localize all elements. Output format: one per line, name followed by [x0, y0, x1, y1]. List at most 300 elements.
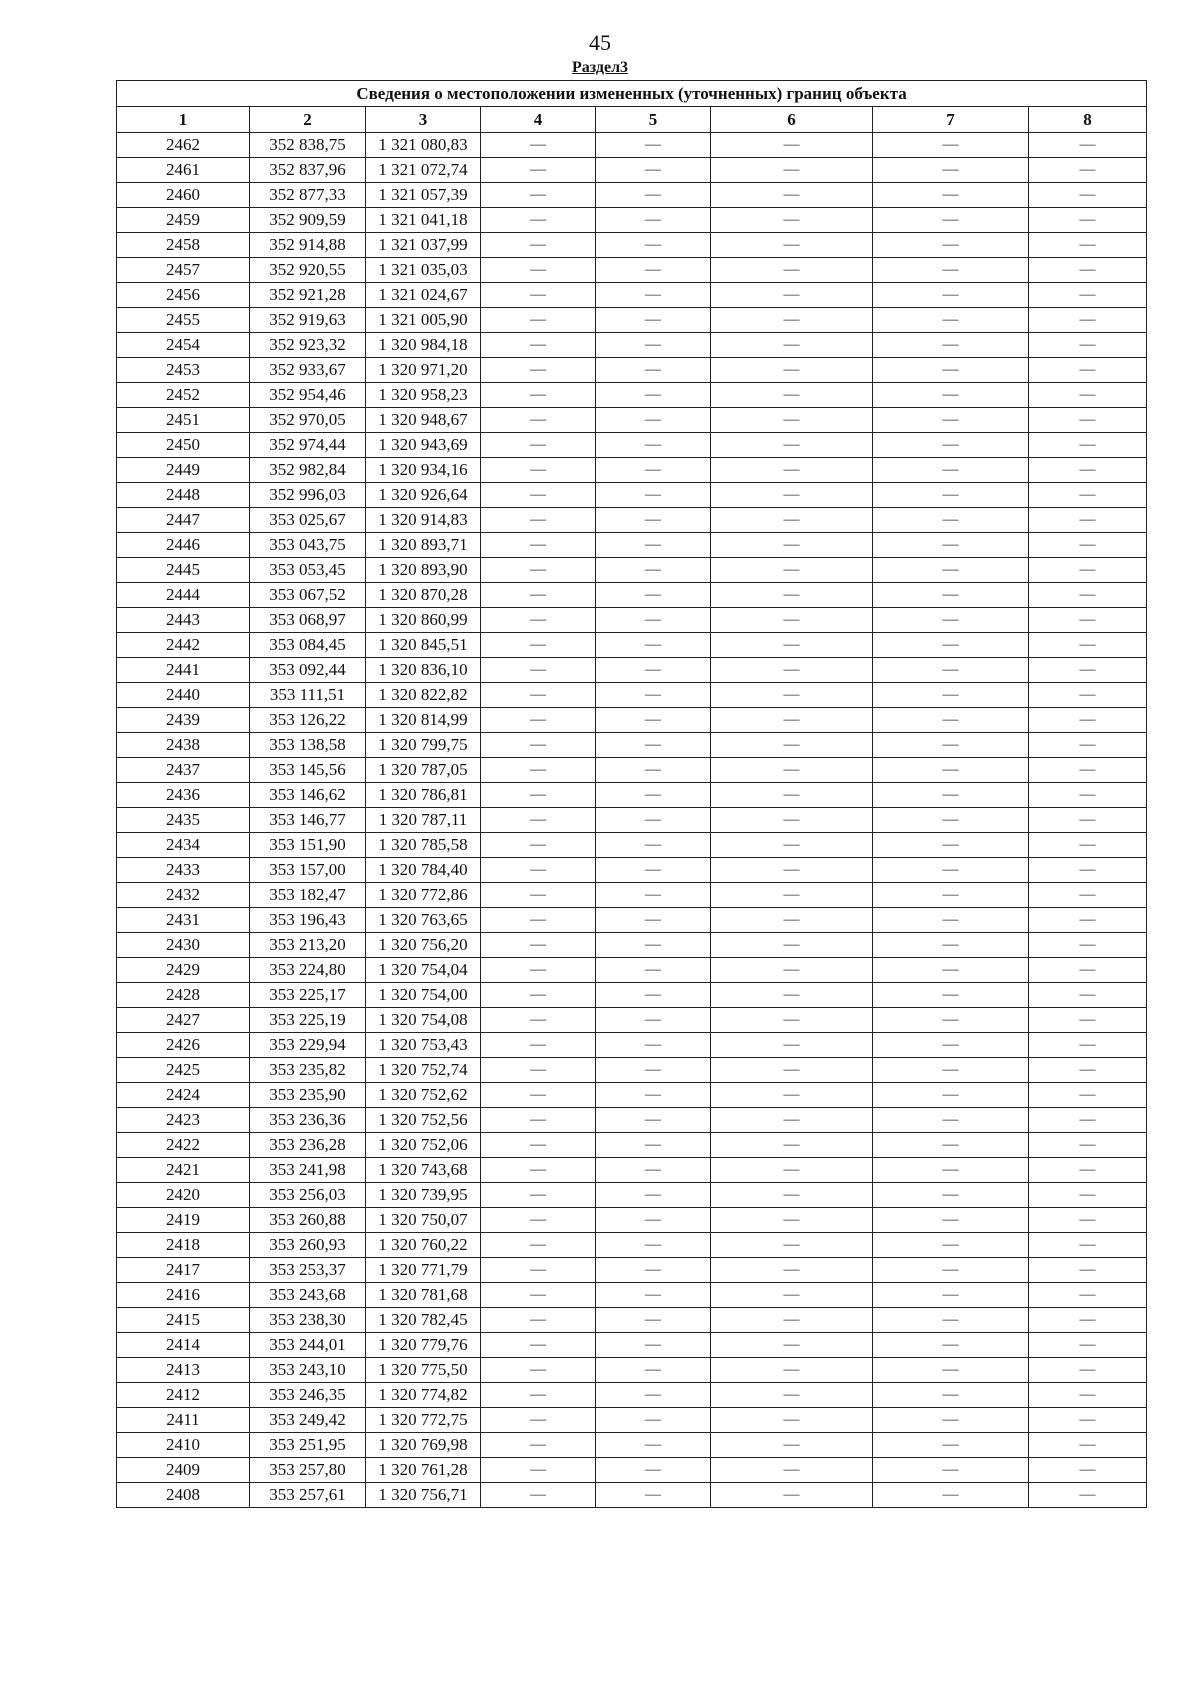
column-5-cell: — [596, 133, 711, 158]
y-coordinate-cell: 1 320 754,00 [366, 983, 481, 1008]
table-row [117, 1308, 1147, 1333]
column-7-cell: — [873, 208, 1029, 233]
column-7-cell: — [873, 608, 1029, 633]
column-8-cell: — [1029, 933, 1147, 958]
table-row [117, 1033, 1147, 1058]
column-7-cell: — [873, 1233, 1029, 1258]
point-number-cell: 2438 [117, 733, 250, 758]
point-number-cell: 2462 [117, 133, 250, 158]
column-5-cell: — [596, 633, 711, 658]
x-coordinate-cell: 353 084,45 [250, 633, 366, 658]
column-6-cell: — [711, 883, 873, 908]
column-8-cell: — [1029, 1458, 1147, 1483]
y-coordinate-cell: 1 321 072,74 [366, 158, 481, 183]
column-6-cell: — [711, 258, 873, 283]
column-header: 6 [711, 107, 873, 133]
column-6-cell: — [711, 783, 873, 808]
column-6-cell: — [711, 533, 873, 558]
table-row [117, 883, 1147, 908]
x-coordinate-cell: 352 970,05 [250, 408, 366, 433]
column-6-cell: — [711, 1083, 873, 1108]
column-6-cell: — [711, 1458, 873, 1483]
column-4-cell: — [481, 1033, 596, 1058]
column-5-cell: — [596, 1133, 711, 1158]
column-4-cell: — [481, 1308, 596, 1333]
column-4-cell: — [481, 1208, 596, 1233]
column-4-cell: — [481, 833, 596, 858]
column-6-cell: — [711, 1408, 873, 1433]
column-8-cell: — [1029, 383, 1147, 408]
column-7-cell: — [873, 1108, 1029, 1133]
column-5-cell: — [596, 758, 711, 783]
column-8-cell: — [1029, 1483, 1147, 1508]
x-coordinate-cell: 352 974,44 [250, 433, 366, 458]
point-number-cell: 2451 [117, 408, 250, 433]
column-5-cell: — [596, 883, 711, 908]
x-coordinate-cell: 353 243,68 [250, 1283, 366, 1308]
column-8-cell: — [1029, 208, 1147, 233]
column-5-cell: — [596, 208, 711, 233]
column-4-cell: — [481, 533, 596, 558]
column-8-cell: — [1029, 1333, 1147, 1358]
column-header: 1 [117, 107, 250, 133]
column-6-cell: — [711, 508, 873, 533]
column-5-cell: — [596, 533, 711, 558]
x-coordinate-cell: 352 838,75 [250, 133, 366, 158]
x-coordinate-cell: 352 877,33 [250, 183, 366, 208]
column-7-cell: — [873, 983, 1029, 1008]
table-row [117, 758, 1147, 783]
column-5-cell: — [596, 508, 711, 533]
y-coordinate-cell: 1 320 914,83 [366, 508, 481, 533]
point-number-cell: 2415 [117, 1308, 250, 1333]
column-5-cell: — [596, 1308, 711, 1333]
table-row [117, 1383, 1147, 1408]
column-7-cell: — [873, 708, 1029, 733]
point-number-cell: 2409 [117, 1458, 250, 1483]
column-6-cell: — [711, 358, 873, 383]
point-number-cell: 2419 [117, 1208, 250, 1233]
column-8-cell: — [1029, 983, 1147, 1008]
table-row [117, 1408, 1147, 1433]
column-8-cell: — [1029, 658, 1147, 683]
column-header: 4 [481, 107, 596, 133]
column-6-cell: — [711, 383, 873, 408]
column-5-cell: — [596, 1433, 711, 1458]
column-8-cell: — [1029, 1108, 1147, 1133]
column-6-cell: — [711, 1308, 873, 1333]
x-coordinate-cell: 353 249,42 [250, 1408, 366, 1433]
point-number-cell: 2457 [117, 258, 250, 283]
column-6-cell: — [711, 583, 873, 608]
point-number-cell: 2423 [117, 1108, 250, 1133]
table-row [117, 333, 1147, 358]
column-7-cell: — [873, 458, 1029, 483]
column-7-cell: — [873, 1383, 1029, 1408]
column-7-cell: — [873, 158, 1029, 183]
y-coordinate-cell: 1 320 814,99 [366, 708, 481, 733]
table-row [117, 1133, 1147, 1158]
column-4-cell: — [481, 283, 596, 308]
column-6-cell: — [711, 158, 873, 183]
column-5-cell: — [596, 233, 711, 258]
column-6-cell: — [711, 1058, 873, 1083]
column-header: 2 [250, 107, 366, 133]
column-7-cell: — [873, 508, 1029, 533]
y-coordinate-cell: 1 320 760,22 [366, 1233, 481, 1258]
column-5-cell: — [596, 483, 711, 508]
column-5-cell: — [596, 358, 711, 383]
y-coordinate-cell: 1 320 943,69 [366, 433, 481, 458]
column-5-cell: — [596, 958, 711, 983]
column-7-cell: — [873, 1308, 1029, 1333]
column-8-cell: — [1029, 558, 1147, 583]
y-coordinate-cell: 1 321 057,39 [366, 183, 481, 208]
column-8-cell: — [1029, 833, 1147, 858]
column-8-cell: — [1029, 1308, 1147, 1333]
column-8-cell: — [1029, 733, 1147, 758]
point-number-cell: 2437 [117, 758, 250, 783]
column-6-cell: — [711, 483, 873, 508]
x-coordinate-cell: 353 260,93 [250, 1233, 366, 1258]
column-5-cell: — [596, 1158, 711, 1183]
y-coordinate-cell: 1 320 769,98 [366, 1433, 481, 1458]
x-coordinate-cell: 353 236,36 [250, 1108, 366, 1133]
table-row [117, 1483, 1147, 1508]
point-number-cell: 2450 [117, 433, 250, 458]
point-number-cell: 2440 [117, 683, 250, 708]
table-row [117, 958, 1147, 983]
point-number-cell: 2427 [117, 1008, 250, 1033]
x-coordinate-cell: 353 225,19 [250, 1008, 366, 1033]
x-coordinate-cell: 353 257,80 [250, 1458, 366, 1483]
x-coordinate-cell: 353 235,82 [250, 1058, 366, 1083]
column-6-cell: — [711, 608, 873, 633]
x-coordinate-cell: 352 996,03 [250, 483, 366, 508]
column-6-cell: — [711, 183, 873, 208]
table-row [117, 1283, 1147, 1308]
point-number-cell: 2443 [117, 608, 250, 633]
column-5-cell: — [596, 1108, 711, 1133]
column-7-cell: — [873, 1408, 1029, 1433]
table-row [117, 558, 1147, 583]
column-6-cell: — [711, 308, 873, 333]
table-row [117, 583, 1147, 608]
point-number-cell: 2408 [117, 1483, 250, 1508]
column-4-cell: — [481, 358, 596, 383]
column-5-cell: — [596, 158, 711, 183]
column-6-cell: — [711, 983, 873, 1008]
y-coordinate-cell: 1 320 752,74 [366, 1058, 481, 1083]
y-coordinate-cell: 1 320 785,58 [366, 833, 481, 858]
column-8-cell: — [1029, 458, 1147, 483]
x-coordinate-cell: 353 244,01 [250, 1333, 366, 1358]
x-coordinate-cell: 353 126,22 [250, 708, 366, 733]
table-row [117, 208, 1147, 233]
table-row [117, 783, 1147, 808]
x-coordinate-cell: 352 982,84 [250, 458, 366, 483]
column-6-cell: — [711, 1008, 873, 1033]
x-coordinate-cell: 353 238,30 [250, 1308, 366, 1333]
table-caption-row [117, 81, 1147, 107]
y-coordinate-cell: 1 320 750,07 [366, 1208, 481, 1233]
column-6-cell: — [711, 708, 873, 733]
x-coordinate-cell: 353 138,58 [250, 733, 366, 758]
table-row [117, 233, 1147, 258]
table-row [117, 658, 1147, 683]
point-number-cell: 2425 [117, 1058, 250, 1083]
point-number-cell: 2418 [117, 1233, 250, 1258]
column-4-cell: — [481, 1158, 596, 1183]
column-4-cell: — [481, 1383, 596, 1408]
column-7-cell: — [873, 358, 1029, 383]
table-row [117, 183, 1147, 208]
column-7-cell: — [873, 283, 1029, 308]
column-6-cell: — [711, 733, 873, 758]
x-coordinate-cell: 353 236,28 [250, 1133, 366, 1158]
column-6-cell: — [711, 208, 873, 233]
y-coordinate-cell: 1 320 752,62 [366, 1083, 481, 1108]
table-row [117, 133, 1147, 158]
column-header: 5 [596, 107, 711, 133]
y-coordinate-cell: 1 320 752,56 [366, 1108, 481, 1133]
y-coordinate-cell: 1 320 948,67 [366, 408, 481, 433]
y-coordinate-cell: 1 320 893,90 [366, 558, 481, 583]
column-8-cell: — [1029, 908, 1147, 933]
column-6-cell: — [711, 283, 873, 308]
x-coordinate-cell: 353 225,17 [250, 983, 366, 1008]
y-coordinate-cell: 1 320 786,81 [366, 783, 481, 808]
column-4-cell: — [481, 883, 596, 908]
column-8-cell: — [1029, 808, 1147, 833]
column-6-cell: — [711, 433, 873, 458]
point-number-cell: 2435 [117, 808, 250, 833]
column-7-cell: — [873, 258, 1029, 283]
column-8-cell: — [1029, 183, 1147, 208]
column-8-cell: — [1029, 408, 1147, 433]
table-row [117, 983, 1147, 1008]
y-coordinate-cell: 1 321 035,03 [366, 258, 481, 283]
column-7-cell: — [873, 1458, 1029, 1483]
column-8-cell: — [1029, 1033, 1147, 1058]
column-5-cell: — [596, 433, 711, 458]
column-8-cell: — [1029, 233, 1147, 258]
x-coordinate-cell: 352 920,55 [250, 258, 366, 283]
point-number-cell: 2433 [117, 858, 250, 883]
column-8-cell: — [1029, 133, 1147, 158]
column-header: 7 [873, 107, 1029, 133]
x-coordinate-cell: 353 241,98 [250, 1158, 366, 1183]
column-8-cell: — [1029, 483, 1147, 508]
column-4-cell: — [481, 1283, 596, 1308]
point-number-cell: 2431 [117, 908, 250, 933]
column-4-cell: — [481, 1183, 596, 1208]
column-6-cell: — [711, 458, 873, 483]
point-number-cell: 2417 [117, 1258, 250, 1283]
column-8-cell: — [1029, 1233, 1147, 1258]
table-row [117, 633, 1147, 658]
column-8-cell: — [1029, 883, 1147, 908]
point-number-cell: 2442 [117, 633, 250, 658]
point-number-cell: 2449 [117, 458, 250, 483]
column-8-cell: — [1029, 858, 1147, 883]
column-4-cell: — [481, 1433, 596, 1458]
column-4-cell: — [481, 433, 596, 458]
point-number-cell: 2430 [117, 933, 250, 958]
x-coordinate-cell: 352 921,28 [250, 283, 366, 308]
column-8-cell: — [1029, 283, 1147, 308]
column-4-cell: — [481, 308, 596, 333]
column-6-cell: — [711, 1383, 873, 1408]
column-4-cell: — [481, 183, 596, 208]
column-8-cell: — [1029, 158, 1147, 183]
point-number-cell: 2428 [117, 983, 250, 1008]
table-row [117, 1458, 1147, 1483]
column-7-cell: — [873, 408, 1029, 433]
column-5-cell: — [596, 183, 711, 208]
column-7-cell: — [873, 758, 1029, 783]
x-coordinate-cell: 352 923,32 [250, 333, 366, 358]
column-8-cell: — [1029, 683, 1147, 708]
column-4-cell: — [481, 1233, 596, 1258]
y-coordinate-cell: 1 320 754,04 [366, 958, 481, 983]
point-number-cell: 2444 [117, 583, 250, 608]
table-row [117, 408, 1147, 433]
point-number-cell: 2460 [117, 183, 250, 208]
column-6-cell: — [711, 658, 873, 683]
column-8-cell: — [1029, 1358, 1147, 1383]
column-8-cell: — [1029, 758, 1147, 783]
column-5-cell: — [596, 683, 711, 708]
table-row [117, 258, 1147, 283]
page-number: 45 [589, 30, 611, 55]
column-7-cell: — [873, 908, 1029, 933]
column-4-cell: — [481, 133, 596, 158]
point-number-cell: 2422 [117, 1133, 250, 1158]
y-coordinate-cell: 1 321 024,67 [366, 283, 481, 308]
x-coordinate-cell: 352 954,46 [250, 383, 366, 408]
column-7-cell: — [873, 1133, 1029, 1158]
y-coordinate-cell: 1 320 787,05 [366, 758, 481, 783]
y-coordinate-cell: 1 320 756,71 [366, 1483, 481, 1508]
y-coordinate-cell: 1 320 772,86 [366, 883, 481, 908]
y-coordinate-cell: 1 320 763,65 [366, 908, 481, 933]
column-5-cell: — [596, 1333, 711, 1358]
column-5-cell: — [596, 333, 711, 358]
column-6-cell: — [711, 833, 873, 858]
y-coordinate-cell: 1 320 774,82 [366, 1383, 481, 1408]
x-coordinate-cell: 353 246,35 [250, 1383, 366, 1408]
column-7-cell: — [873, 1008, 1029, 1033]
column-5-cell: — [596, 1258, 711, 1283]
column-5-cell: — [596, 408, 711, 433]
column-7-cell: — [873, 1433, 1029, 1458]
column-8-cell: — [1029, 1383, 1147, 1408]
column-7-cell: — [873, 683, 1029, 708]
table-row [117, 1008, 1147, 1033]
column-8-cell: — [1029, 1058, 1147, 1083]
table-row [117, 933, 1147, 958]
column-4-cell: — [481, 1008, 596, 1033]
table-row [117, 1333, 1147, 1358]
column-4-cell: — [481, 608, 596, 633]
x-coordinate-cell: 353 253,37 [250, 1258, 366, 1283]
column-4-cell: — [481, 1333, 596, 1358]
column-7-cell: — [873, 733, 1029, 758]
column-7-cell: — [873, 1158, 1029, 1183]
column-7-cell: — [873, 633, 1029, 658]
column-6-cell: — [711, 558, 873, 583]
column-7-cell: — [873, 1258, 1029, 1283]
x-coordinate-cell: 353 157,00 [250, 858, 366, 883]
column-5-cell: — [596, 1183, 711, 1208]
table-row [117, 733, 1147, 758]
column-6-cell: — [711, 808, 873, 833]
table-row [117, 1433, 1147, 1458]
x-coordinate-cell: 353 151,90 [250, 833, 366, 858]
column-4-cell: — [481, 208, 596, 233]
column-5-cell: — [596, 1083, 711, 1108]
column-8-cell: — [1029, 633, 1147, 658]
column-7-cell: — [873, 833, 1029, 858]
x-coordinate-cell: 352 837,96 [250, 158, 366, 183]
column-6-cell: — [711, 1108, 873, 1133]
y-coordinate-cell: 1 320 787,11 [366, 808, 481, 833]
x-coordinate-cell: 352 933,67 [250, 358, 366, 383]
column-6-cell: — [711, 1258, 873, 1283]
column-7-cell: — [873, 658, 1029, 683]
y-coordinate-cell: 1 320 761,28 [366, 1458, 481, 1483]
y-coordinate-cell: 1 320 926,64 [366, 483, 481, 508]
column-7-cell: — [873, 1208, 1029, 1233]
column-7-cell: — [873, 383, 1029, 408]
boundary-coordinates-table [116, 80, 1147, 1508]
column-8-cell: — [1029, 1433, 1147, 1458]
column-6-cell: — [711, 1183, 873, 1208]
x-coordinate-cell: 353 145,56 [250, 758, 366, 783]
column-8-cell: — [1029, 1083, 1147, 1108]
column-7-cell: — [873, 583, 1029, 608]
column-header: 3 [366, 107, 481, 133]
y-coordinate-cell: 1 320 781,68 [366, 1283, 481, 1308]
point-number-cell: 2454 [117, 333, 250, 358]
column-4-cell: — [481, 158, 596, 183]
table-row [117, 1358, 1147, 1383]
column-4-cell: — [481, 1058, 596, 1083]
column-4-cell: — [481, 1108, 596, 1133]
column-8-cell: — [1029, 1008, 1147, 1033]
table-row [117, 308, 1147, 333]
column-5-cell: — [596, 1208, 711, 1233]
point-number-cell: 2459 [117, 208, 250, 233]
column-4-cell: — [481, 558, 596, 583]
column-8-cell: — [1029, 508, 1147, 533]
column-5-cell: — [596, 833, 711, 858]
table-row [117, 708, 1147, 733]
column-8-cell: — [1029, 533, 1147, 558]
column-6-cell: — [711, 233, 873, 258]
y-coordinate-cell: 1 320 958,23 [366, 383, 481, 408]
column-7-cell: — [873, 958, 1029, 983]
table-row [117, 458, 1147, 483]
column-7-cell: — [873, 483, 1029, 508]
column-6-cell: — [711, 858, 873, 883]
column-4-cell: — [481, 383, 596, 408]
column-4-cell: — [481, 1483, 596, 1508]
point-number-cell: 2455 [117, 308, 250, 333]
x-coordinate-cell: 353 229,94 [250, 1033, 366, 1058]
column-5-cell: — [596, 258, 711, 283]
